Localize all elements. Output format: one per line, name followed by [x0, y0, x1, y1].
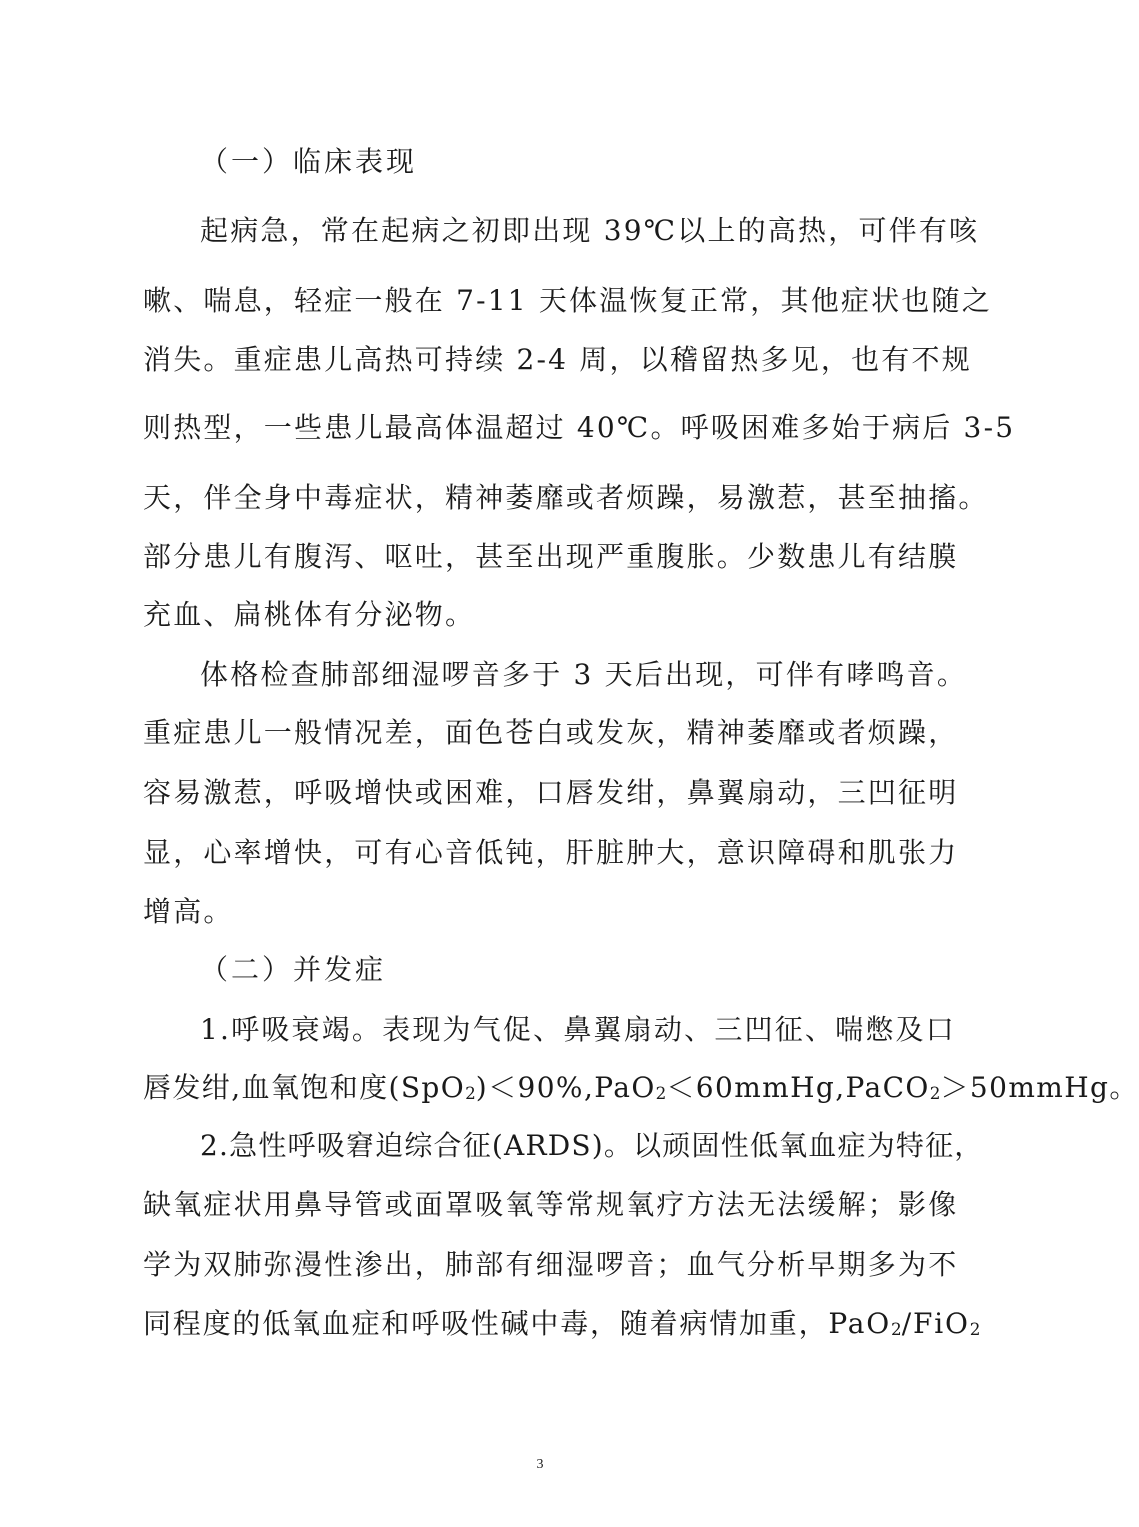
- paragraph-line-ratio: 同程度的低氧血症和呼吸性碱中毒，随着病情加重，PaO$_2$/FiO$_2$: [143, 1307, 981, 1340]
- paragraph-line: 2.急性呼吸窘迫综合征(ARDS)。以顽固性低氧血症为特征，: [200, 1129, 984, 1162]
- section-heading-complications: （二）并发症: [200, 953, 387, 986]
- paragraph-line: 天，伴全身中毒症状，精神萎靡或者烦躁，易激惹，甚至抽搐。: [143, 481, 989, 514]
- paragraph-line: 则热型，一些患儿最高体温超过 40℃。呼吸困难多始于病后 3-5: [143, 411, 1016, 444]
- paragraph-line: 充血、扁桃体有分泌物。: [143, 598, 476, 631]
- paragraph-line: 嗽、喘息，轻症一般在 7-11 天体温恢复正常，其他症状也随之: [143, 284, 992, 317]
- paragraph-line: 1.呼吸衰竭。表现为气促、鼻翼扇动、三凹征、喘憋及口: [200, 1013, 956, 1046]
- section-heading-clinical: （一）临床表现: [200, 145, 418, 178]
- paragraph-line: 增高。: [143, 895, 234, 928]
- paragraph-line: 起病急，常在起病之初即出现 39℃以上的高热，可伴有咳: [200, 214, 980, 247]
- paragraph-line: 体格检查肺部细湿啰音多于 3 天后出现，可伴有哮鸣音。: [200, 658, 968, 691]
- paragraph-line-blood-gas: 唇发绀,血氧饱和度(SpO$_2$)＜90%,PaO$_2$＜60mmHg,PaCO$_2$＞50mmHg。: [143, 1071, 1139, 1104]
- paragraph-line: 学为双肺弥漫性渗出，肺部有细湿啰音；血气分析早期多为不: [143, 1248, 959, 1281]
- paragraph-line: 容易激惹，呼吸增快或困难，口唇发绀，鼻翼扇动，三凹征明: [143, 776, 959, 809]
- paragraph-line: 部分患儿有腹泻、呕吐，甚至出现严重腹胀。少数患儿有结膜: [143, 540, 959, 573]
- paragraph-line: 重症患儿一般情况差，面色苍白或发灰，精神萎靡或者烦躁，: [143, 716, 959, 749]
- paragraph-line: 缺氧症状用鼻导管或面罩吸氧等常规氧疗方法无法缓解；影像: [143, 1188, 959, 1221]
- paragraph-line: 消失。重症患儿高热可持续 2-4 周，以稽留热多见，也有不规: [143, 343, 972, 376]
- page-number: 3: [536, 1457, 544, 1472]
- paragraph-line: 显，心率增快，可有心音低钝，肝脏肿大，意识障碍和肌张力: [143, 836, 959, 869]
